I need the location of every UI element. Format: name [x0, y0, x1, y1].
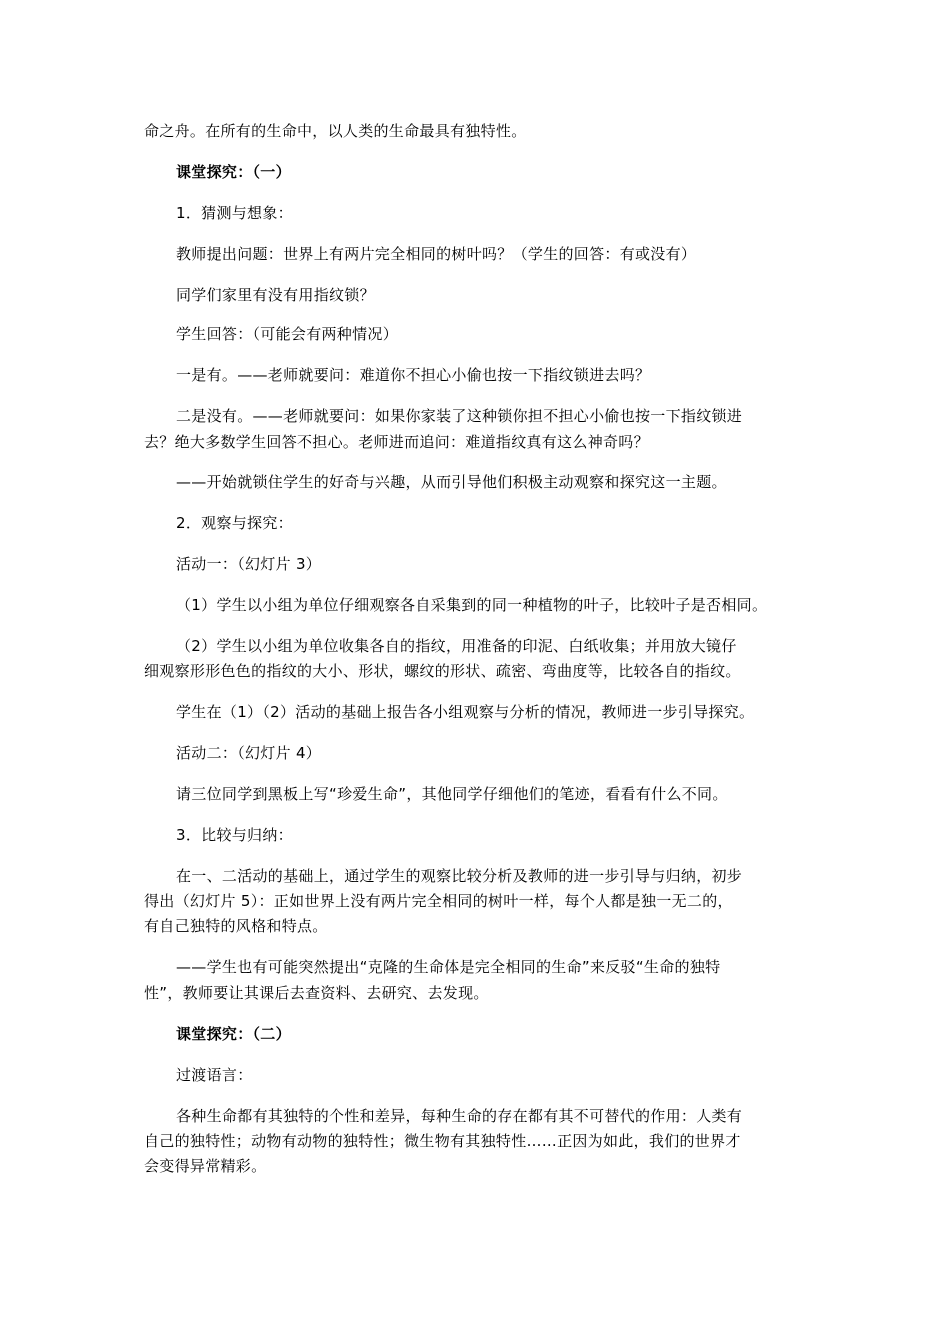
paragraph-line: 性”，教师要让其课后去查资料、去研究、去发现。 [144, 984, 489, 1002]
paragraph-line: 教师提出问题：世界上有两片完全相同的树叶吗？（学生的回答：有或没有） [176, 245, 697, 263]
subsection-heading: 1．猜测与想象： [176, 204, 293, 222]
paragraph-line: 过渡语言： [176, 1066, 253, 1084]
paragraph-line: （2）学生以小组为单位收集各自的指纹，用准备的印泥、白纸收集；并用放大镜仔 [176, 637, 737, 655]
paragraph-line: 在一、二活动的基础上，通过学生的观察比较分析及教师的进一步引导与归纳，初步 [176, 867, 743, 885]
subsection-heading: 3．比较与归纳： [176, 826, 293, 844]
paragraph-line: 二是没有。——老师就要问：如果你家装了这种锁你担不担心小偷也按一下指纹锁进 [176, 407, 743, 425]
paragraph-line: 会变得异常精彩。 [144, 1157, 267, 1175]
subsection-heading: 2．观察与探究： [176, 514, 293, 532]
paragraph-line: 得出（幻灯片 5）：正如世界上没有两片完全相同的树叶一样，每个人都是独一无二的， [144, 892, 733, 910]
paragraph-line: 请三位同学到黑板上写“珍爱生命”，其他同学仔细他们的笔迹，看看有什么不同。 [176, 785, 728, 803]
section-heading: 课堂探究：（一） [176, 163, 291, 181]
section-heading: 课堂探究：（二） [176, 1025, 291, 1043]
paragraph-line: 各种生命都有其独特的个性和差异，每种生命的存在都有其不可替代的作用：人类有 [176, 1107, 743, 1125]
paragraph-line: 细观察形形色色的指纹的大小、形状，螺纹的形状、疏密、弯曲度等，比较各自的指纹。 [144, 662, 741, 680]
paragraph-line: 去？绝大多数学生回答不担心。老师进而追问：难道指纹真有这么神奇吗？ [144, 433, 649, 451]
paragraph-line: （1）学生以小组为单位仔细观察各自采集到的同一种植物的叶子，比较叶子是否相同。 [176, 596, 768, 614]
paragraph-line: 活动一：（幻灯片 3） [176, 555, 322, 573]
paragraph-line: 同学们家里有没有用指纹锁？ [176, 286, 375, 304]
paragraph-line: ——开始就锁住学生的好奇与兴趣，从而引导他们积极主动观察和探究这一主题。 [176, 473, 727, 491]
paragraph-line: 学生在（1）（2）活动的基础上报告各小组观察与分析的情况，教师进一步引导探究。 [176, 703, 755, 721]
paragraph-line: 一是有。——老师就要问：难道你不担心小偷也按一下指纹锁进去吗？ [176, 366, 651, 384]
paragraph-line: 自己的独特性；动物有动物的独特性；微生物有其独特性……正因为如此，我们的世界才 [144, 1132, 741, 1150]
paragraph-line: 命之舟。在所有的生命中，以人类的生命最具有独特性。 [144, 122, 527, 140]
paragraph-line: 学生回答：（可能会有两种情况） [176, 325, 399, 343]
paragraph-line: ——学生也有可能突然提出“克隆的生命体是完全相同的生命”来反驳“生命的独特 [176, 958, 721, 976]
paragraph-line: 有自己独特的风格和特点。 [144, 917, 328, 935]
paragraph-line: 活动二：（幻灯片 4） [176, 744, 322, 762]
